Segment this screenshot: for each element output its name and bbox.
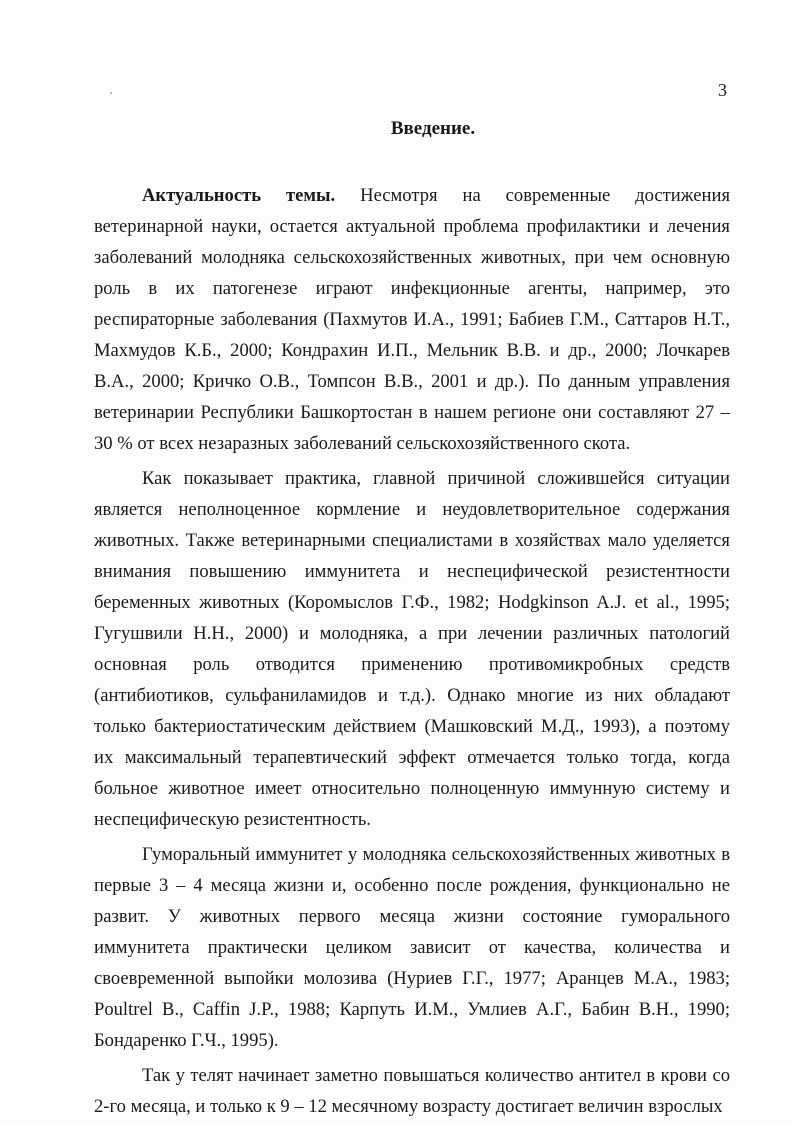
paragraph-text: Так у телят начинает заметно повышаться количество антител в крови со 2-го месяца, и только к 9 – 12 месячному возрасту достигает величин взрослых	[94, 1065, 730, 1117]
body-text	[94, 180, 730, 1126]
paragraph-text: Как показывает практика, главной причиной сложившейся ситуации является неполноценное кормление и неудовлетворительное содержания животных. Также ветеринарными специалистами в хозяйствах мало уделяется внимания повышению иммунитета и неспецифической резистентности беременных животных (Коромыслов Г.Ф., 1982; Hodgkinson A.J. et al., 1995; Гугушвили Н.Н., 2000) и молодняка, а при лечении различных патологий основная роль отводится применению противомикробных средств (антибиотиков, сульфаниламидов и т.д.). Однако многие из них обладают только бактериостатическим действием (Машковский М.Д., 1993), а поэтому их максимальный терапевтический эффект отмечается только тогда, когда больное животное имеет относительно полноценную иммунную систему и неспецифическую резистентность.	[94, 468, 730, 830]
paragraph-calves	[94, 1060, 730, 1122]
page-number: 3	[718, 80, 727, 100]
paragraph-lead: Актуальность темы.	[142, 185, 336, 206]
page-title: Введение.	[390, 118, 476, 139]
scan-speck	[110, 92, 112, 94]
paragraph-humoral-immunity	[94, 839, 730, 1056]
paragraph-text: Несмотря на современные достижения ветеринарной науки, остается актуальной проблема профилактики и лечения заболеваний молодняка сельскохозяйственных животных, при чем основную роль в их патогенезе играют инфекционные агенты, например, это респираторные заболевания (Пахмутов И.А., 1991; Бабиев Г.М., Саттаров Н.Т., Махмудов К.Б., 2000; Кондрахин И.П., Мельник В.В. и др., 2000; Лочкарев В.А., 2000; Кричко О.В., Томпсон В.В., 2001 и др.). По данным управления ветеринарии Республики Башкортостан в нашем регионе они составляют 27 – 30 % от всех незаразных заболеваний сельскохозяйственного скота.	[94, 185, 730, 454]
paragraph-text: Гуморальный иммунитет у молодняка сельскохозяйственных животных в первые 3 – 4 месяца жизни и, особенно после рождения, функционально не развит. У животных первого месяца жизни состояние гуморального иммунитета практически целиком зависит от качества, количества и своевременной выпойки молозива (Нуриев Г.Г., 1977; Аранцев М.А., 1983; Poultrel B., Caffin J.P., 1988; Карпуть И.М., Умлиев А.Г., Бабин В.Н., 1990; Бондаренко Г.Ч., 1995).	[94, 844, 730, 1051]
paragraph-relevance	[94, 180, 730, 459]
paragraph-practice	[94, 463, 730, 835]
